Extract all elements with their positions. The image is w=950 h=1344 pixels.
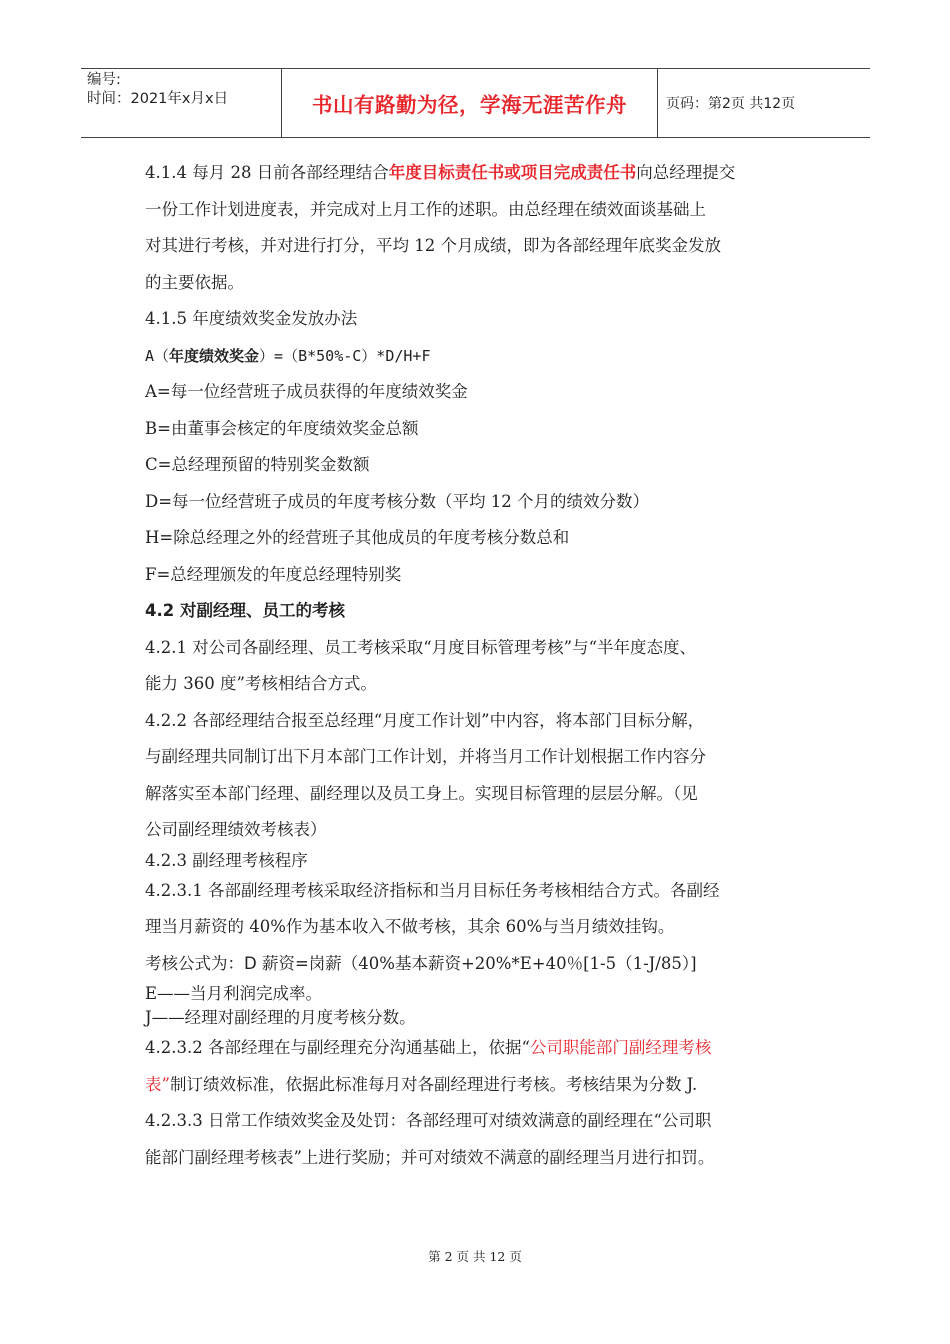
highlight-text: 年度目标责任书或项目完成责任书 — [388, 163, 637, 182]
paragraph-line: 的主要依据。 — [145, 272, 244, 292]
text-run: 4.2.3.2 各部经理在与副经理充分沟通基础上，依据“ — [145, 1038, 530, 1057]
number-label: 编号: — [87, 72, 121, 88]
page-header — [81, 68, 870, 138]
definition-f: F=总经理颁发的年度总经理特别奖 — [145, 564, 402, 584]
paragraph-line: 4.2.1 对公司各副经理、员工考核采取“月度目标管理考核”与“半年度态度、 — [145, 637, 697, 657]
formula-a — [145, 338, 815, 375]
definition-d: D=每一位经营班子成员的年度考核分数（平均 12 个月的绩效分数） — [145, 491, 650, 511]
definition-c: C=总经理预留的特别奖金数额 — [145, 455, 370, 474]
text-run: （40%基本薪资+20%*E+40％[1-5（1-J/85）] — [341, 953, 697, 973]
paragraph-line: 与副经理共同制订出下月本部门工作计划，并将当月工作计划根据工作内容分 — [145, 747, 706, 766]
definition-b: B=由董事会核定的年度绩效奖金总额 — [145, 418, 419, 438]
formula-d — [145, 946, 815, 983]
definition-h: H=除总经理之外的经营班子其他成员的年度考核分数总和 — [145, 528, 570, 547]
text-run: 考核公式为：D 薪资=岗薪 — [145, 953, 342, 973]
page-footer: 第 2 页 共 12 页 — [428, 1249, 522, 1264]
section-4-1-5: 4.1.5 年度绩效奖金发放办法 — [145, 309, 358, 328]
definition-e: E——当月利润完成率。 — [145, 984, 323, 1003]
definition-a: A=每一位经营班子成员获得的年度绩效奖金 — [145, 382, 468, 401]
text-run: 4.1.4 每月 28 日前各部经理结合 — [145, 163, 389, 182]
highlight-text: 公司职能部门副经理考核 — [529, 1038, 712, 1057]
highlight-text: 表” — [145, 1074, 170, 1094]
section-4-2-3: 4.2.3 副经理考核程序 — [145, 850, 308, 870]
paragraph-line: 4.2.3.1 各部副经理考核采取经济指标和当月目标任务考核相结合方式。各副经 — [145, 880, 720, 900]
definition-j: J——经理对副经理的月度考核分数。 — [145, 1008, 416, 1027]
paragraph-4-2-3-2 — [145, 1030, 815, 1067]
text-run: 向总经理提交 — [636, 163, 736, 182]
header-motto: 书山有路勤为径，学海无涯苦作舟 — [282, 69, 658, 137]
paragraph-4-1-4 — [145, 155, 815, 192]
header-page-info: 页码：第2页 共12页 — [666, 96, 796, 112]
paragraph-line: 理当月薪资的 40%作为基本收入不做考核，其余 60%与当月绩效挂钩。 — [145, 917, 675, 936]
paragraph-line: 公司副经理绩效考核表） — [145, 820, 327, 839]
paragraph-line: 能力 360 度”考核相结合方式。 — [145, 674, 377, 693]
bold-text: 年度绩效奖金 — [169, 346, 260, 365]
text-run: 制订绩效标准，依据此标准每月对各副经理进行考核。考核结果为分数 J. — [169, 1074, 698, 1094]
time-label: 时间：2021年x月x日 — [87, 91, 229, 107]
paragraph-line: 4.2.2 各部经理结合报至总经理“月度工作计划”中内容，将本部门目标分解， — [145, 710, 705, 730]
paragraph-line — [145, 1067, 815, 1104]
paragraph-line: 解落实至本部门经理、副经理以及员工身上。实现目标管理的层层分解。（见 — [145, 783, 698, 803]
paragraph-line: 4.2.3.3 日常工作绩效奖金及处罚：各部经理可对绩效满意的副经理在“公司职 — [145, 1111, 712, 1130]
paragraph-line: 能部门副经理考核表”上进行奖励；并可对绩效不满意的副经理当月进行扣罚。 — [145, 1147, 715, 1167]
document-body — [145, 155, 815, 1176]
text-run: ）=（B*50%-C）*D/H+F — [259, 346, 431, 365]
paragraph-line: 一份工作计划进度表，并完成对上月工作的述职。由总经理在绩效面谈基础上 — [145, 199, 706, 219]
header-meta — [81, 69, 282, 137]
paragraph-line: 对其进行考核，并对进行打分，平均 12 个月成绩，即为各部经理年底奖金发放 — [145, 236, 721, 255]
text-run: A（ — [145, 346, 170, 365]
heading-4-2: 4.2 对副经理、员工的考核 — [145, 601, 345, 620]
